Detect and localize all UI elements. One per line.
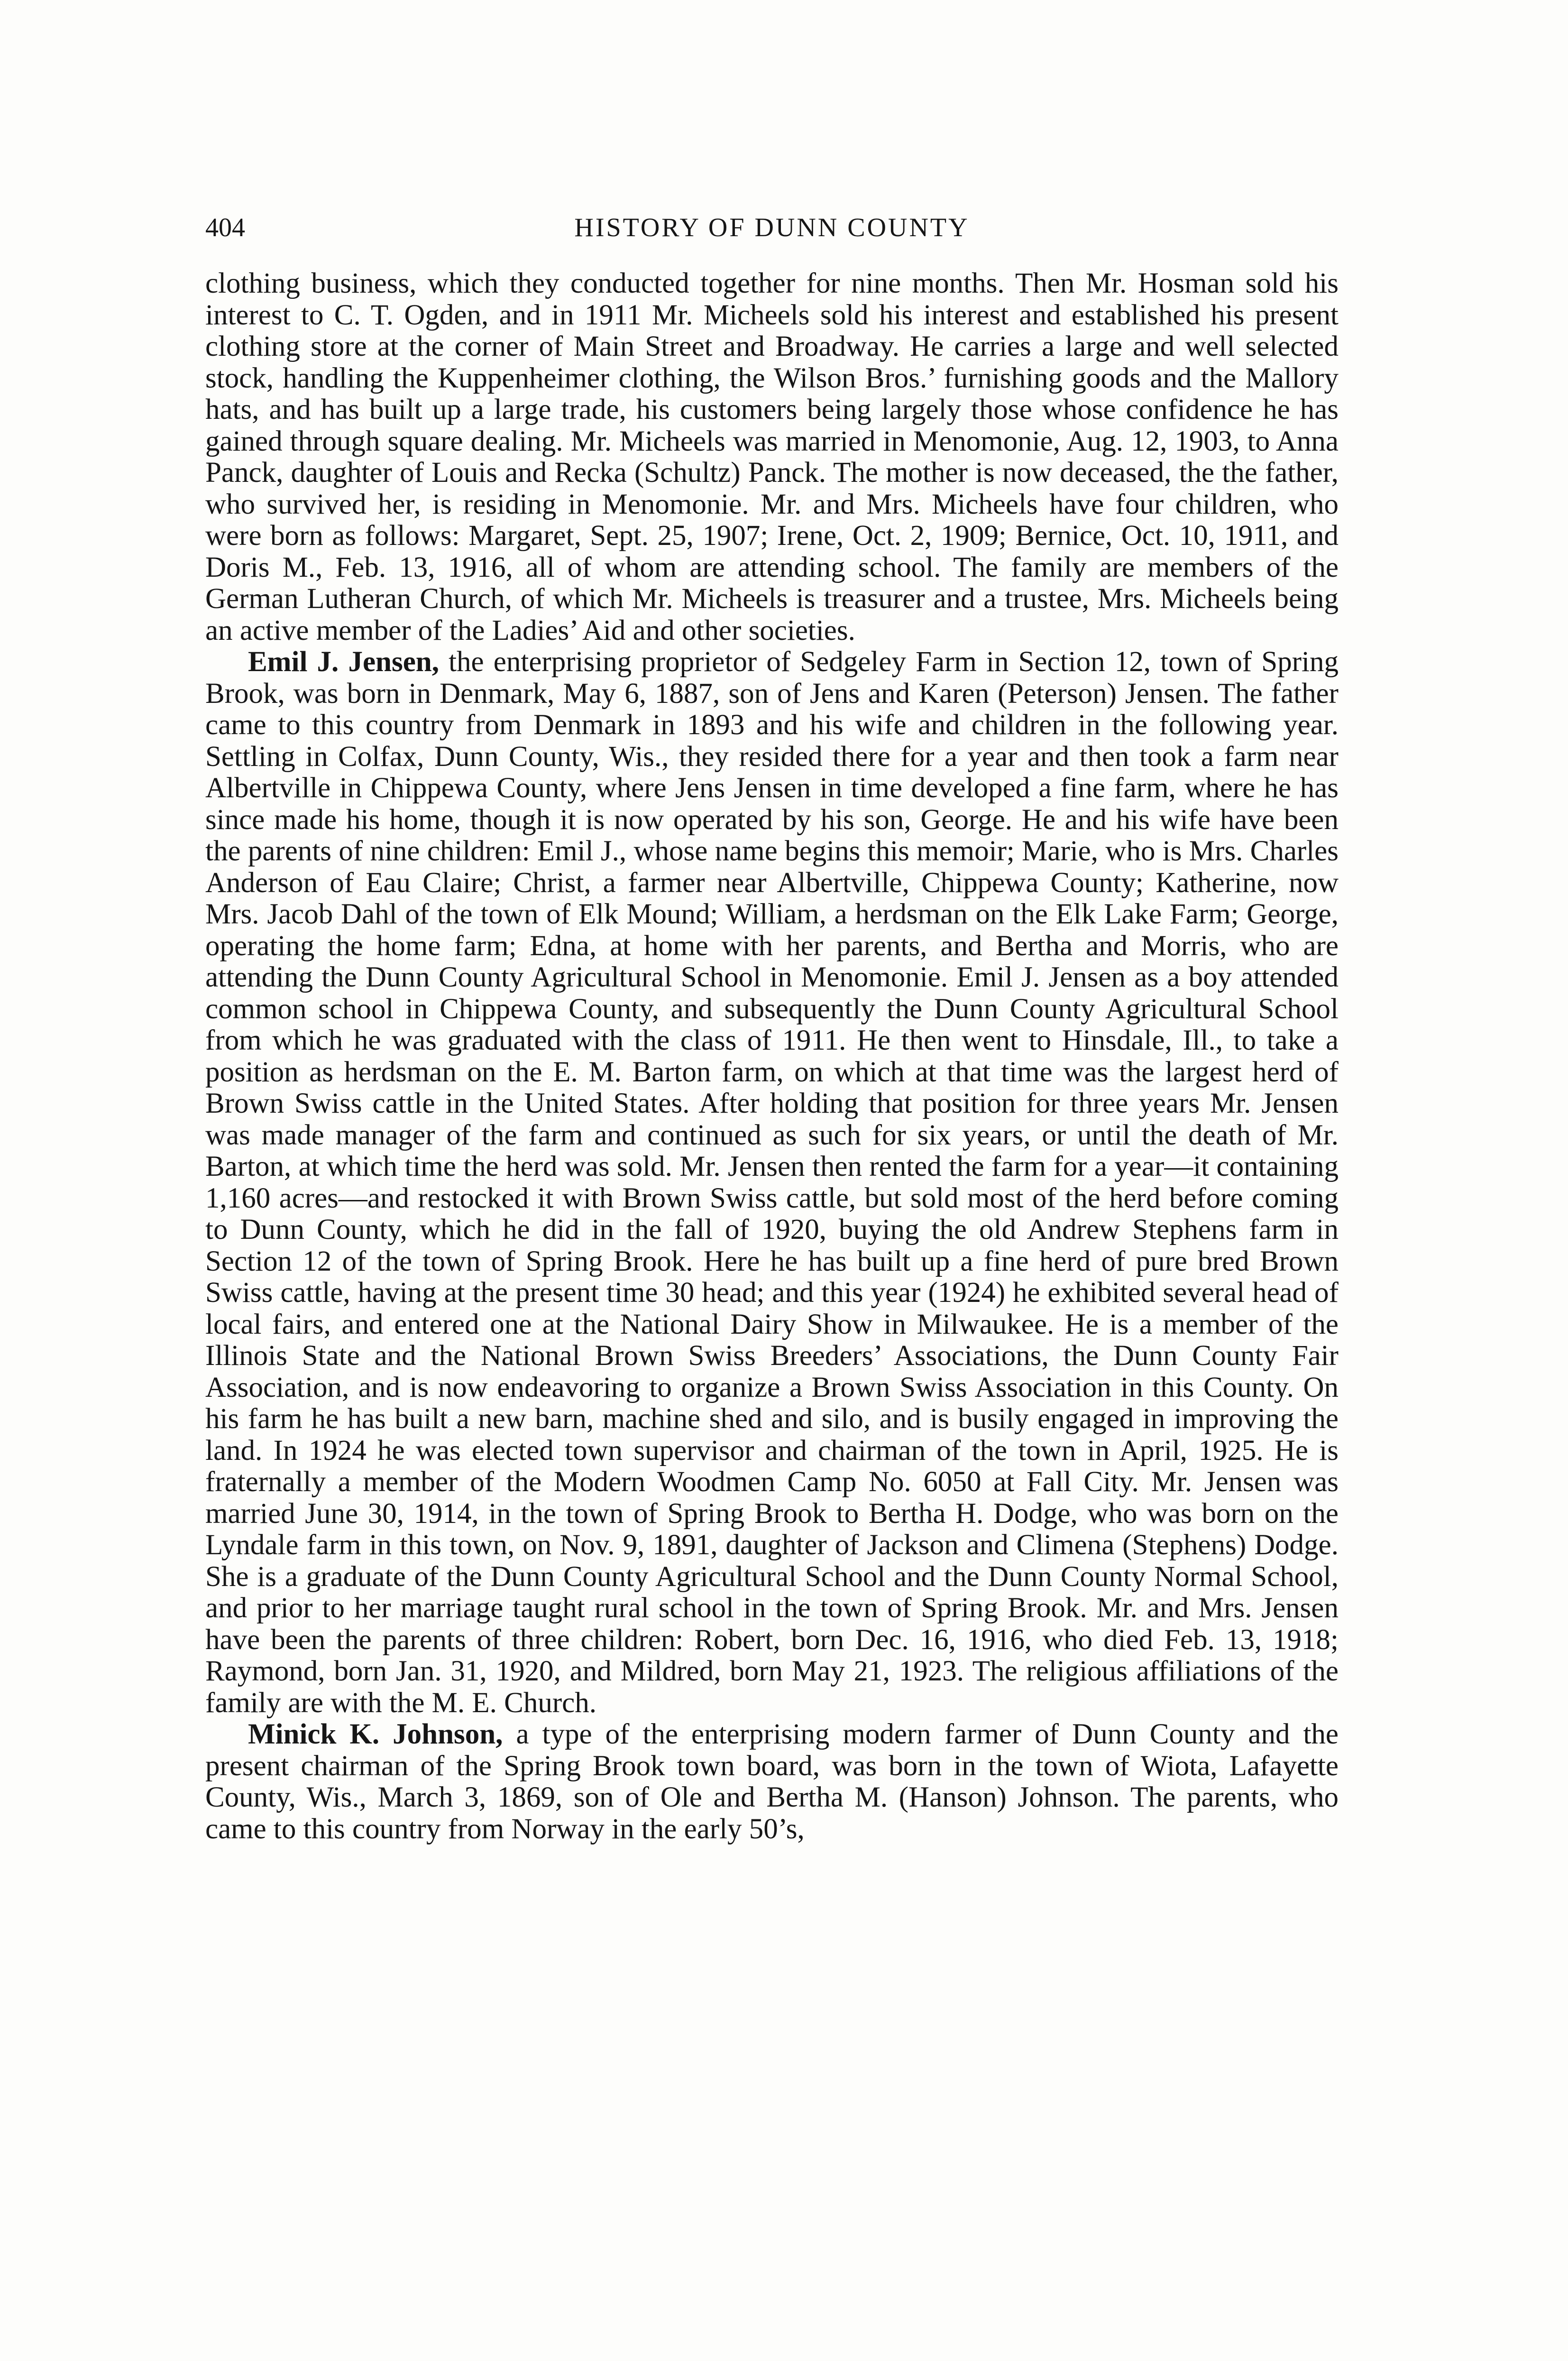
- entry-name: Minick K. Johnson,: [248, 1718, 503, 1750]
- page-number: 404: [205, 213, 245, 242]
- entry-text: the enterprising proprietor of Sedgeley Farm in Section 12, town of Spring Brook, was born in Denmark, May 6, 1887, son of Jens and Karen (Peterson) Jensen. The father came to this country from Denmark in 1893 and his wife and children in the following year. Settling in Colfax, Dunn County, Wis., they resided there for a year and then took a farm near Albertville in Chippewa County, where Jens Jensen in time developed a fine farm, where he has since made his home, though it is now operated by his son, George. He and his wife have been the parents of nine children: Emil J., whose name begins this memoir; Marie, who is Mrs. Charles Anderson of Eau Claire; Christ, a farmer near Albertville, Chippewa County; Katherine, now Mrs. Jacob Dahl of the town of Elk Mound; William, a herdsman on the Elk Lake Farm; George, operating the home farm; Edna, at home with her parents, and Bertha and Morris, who are attending the Dunn County Agricultural School in Menomonie. Emil J. Jensen as a boy attended common school in Chippewa County, and subsequently the Dunn County Agricultural School from which he was graduated with the class of 1911. He then went to Hinsdale, Ill., to take a position as herdsman on the E. M. Barton farm, on which at that time was the largest herd of Brown Swiss cattle in the United States. After holding that position for three years Mr. Jensen was made manager of the farm and continued as such for six years, or until the death of Mr. Barton, at which time the herd was sold. Mr. Jensen then rented the farm for a year—it containing 1,160 acres—and restocked it with Brown Swiss cattle, but sold most of the herd before coming to Dunn County, which he did in the fall of 1920, buying the old Andrew Stephens farm in Section 12 of the town of Spring Brook. Here he has built up a fine herd of pure bred Brown Swiss cattle, having at the present time 30 head; and this year (1924) he exhibited several head of local fairs, and entered one at the National Dairy Show in Milwaukee. He is a member of the Illinois State and the National Brown Swiss Breeders’ Associations, the Dunn County Fair Association, and is now endeavoring to organize a Brown Swiss Association in this County. On his farm he has built a new barn, machine shed and silo, and is busily engaged in improving the land. In 1924 he was elected town supervisor and chairman of the town in April, 1925. He is fraternally a member of the Modern Woodmen Camp No. 6050 at Fall City. Mr. Jensen was married June 30, 1914, in the town of Spring Brook to Bertha H. Dodge, who was born on the Lyndale farm in this town, on Nov. 9, 1891, daughter of Jackson and Climena (Stephens) Dodge. She is a graduate of the Dunn County Agricultural School and the Dunn County Normal School, and prior to her marriage taught rural school in the town of Spring Brook. Mr. and Mrs. Jensen have been the parents of three children: Robert, born Dec. 16, 1916, who died Feb. 13, 1918; Raymond, born Jan. 31, 1920, and Mildred, born May 21, 1923. The religious affiliations of the family are with the M. E. Church.: [205, 646, 1339, 1719]
- running-head: [205, 209, 1339, 247]
- page-header-title: HISTORY OF DUNN COUNTY: [574, 213, 970, 242]
- entry-text: a type of the enterprising modern farmer of Dunn County and the present chairman of the Spring Brook town board, was born in the town of Wiota, Lafayette County, Wis., March 3, 1869, son of Ole and Bertha M. (Hanson) Johnson. The parents, who came to this country from Norway in the early 50’s,: [205, 1718, 1339, 1845]
- biography-entry-minick-johnson: [205, 1719, 1339, 1845]
- body-text: [205, 268, 1339, 1845]
- paragraph-continuation: [205, 268, 1339, 646]
- biography-entry-emil-jensen: [205, 646, 1339, 1719]
- paragraph-text: clothing business, which they conducted together for nine months. Then Mr. Hosman sold his interest to C. T. Ogden, and in 1911 Mr. Micheels sold his interest and established his present clothing store at the corner of Main Street and Broadway. He carries a large and well selected stock, handling the Kuppenheimer clothing, the Wilson Bros.’ furnishing goods and the Mallory hats, and has built up a large trade, his customers being largely those whose confidence he has gained through square dealing. Mr. Micheels was married in Menomonie, Aug. 12, 1903, to Anna Panck, daughter of Louis and Recka (Schultz) Panck. The mother is now deceased, the the father, who survived her, is residing in Menomonie. Mr. and Mrs. Micheels have four children, who were born as follows: Margaret, Sept. 25, 1907; Irene, Oct. 2, 1909; Bernice, Oct. 10, 1911, and Doris M., Feb. 13, 1916, all of whom are attending school. The family are members of the German Lutheran Church, of which Mr. Micheels is treasurer and a trustee, Mrs. Micheels being an active member of the Ladies’ Aid and other societies.: [205, 267, 1339, 646]
- entry-name: Emil J. Jensen,: [248, 646, 439, 678]
